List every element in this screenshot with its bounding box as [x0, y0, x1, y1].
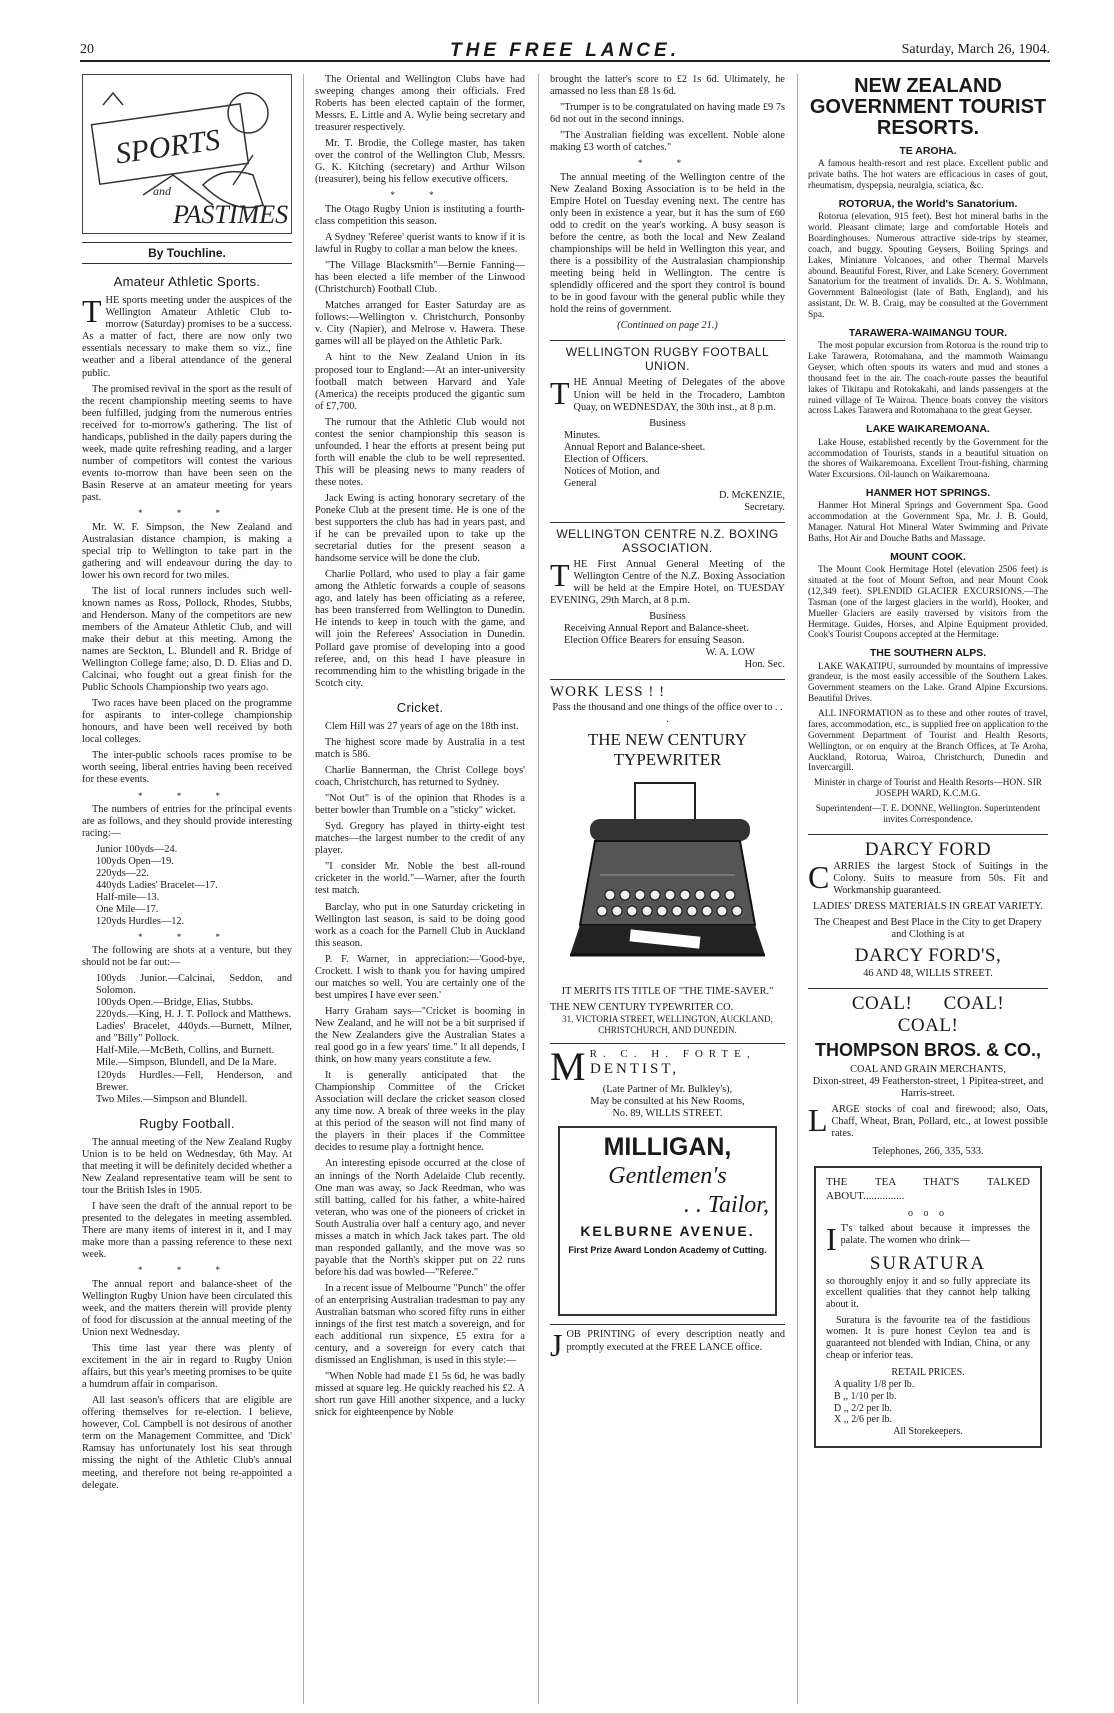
page-header [80, 40, 1050, 62]
resort-text: The most popular excursion from Rotorua is the round trip to Lake Tarawera, Rotomahana, and the mammoth Waimangu Geyser, which often spouts its waters and mud and stones a thousand feet in the air. The coach-route passes the beautiful lakes of Tikitapu and Rotokakahi, and lands passengers at the ruined village of Te Wairoa. Thence boats convey the visitors across Lakes Tarawera and Rotomahana to the great Geyser. [808, 341, 1048, 417]
paragraph: "The Village Blacksmith"—Bernie Fanning—has been elected a life member of the Linwood (Christchurch) Football Club. [315, 260, 525, 296]
byline: By Touchline. [82, 242, 292, 264]
resort-item [808, 423, 1048, 481]
list-item: 120yds Hurdles—12. [96, 916, 185, 928]
price-row: X ,, 2/6 per lb. [834, 1414, 893, 1426]
svg-text:and: and [153, 184, 171, 198]
tailor-name: MILLIGAN, [603, 1133, 732, 1162]
list-item: Election of Officers. [564, 453, 649, 465]
coal-ad [808, 988, 1048, 1159]
resort-text: Lake House, established recently by the Government for the accommodation of Tourists, stands in a beautiful situation on the shores of Waikaremoana. Excellent Trout-fishing, charming Water Excursions. Oil-launch on Waikaremoana. [808, 437, 1048, 481]
resort-item [808, 487, 1048, 545]
tourist-resorts-title: NEW ZEALAND GOVERNMENT TOURIST RESORTS. [809, 75, 1047, 139]
resort-name: TARAWERA-WAIMANGU TOUR. [848, 326, 1008, 339]
ornament: o o o [908, 1207, 948, 1219]
resort-name: THE SOUTHERN ALPS. [869, 647, 987, 660]
address-line: Dixon-street, 49 Featherston-street, 1 Pipitea-street, and Harris-street. [812, 1075, 1044, 1100]
typewriter-ad [550, 679, 785, 1035]
column-4 [808, 74, 1048, 1704]
ad-line: The Cheapest and Best Place in the City to get Drapery and Clothing is at [814, 917, 1042, 941]
notice-body: THE First Annual General Meeting of the Wellington Centre of the N.Z. Boxing Association will be held at the Empire Hotel, on TUESDAY EVENING, 29th March, at 8 p.m. [550, 557, 785, 607]
paragraph: "The Australian fielding was excellent. Noble alone making £3 worth of catches." [550, 130, 785, 154]
notice-title: WELLINGTON RUGBY FOOTBALL UNION. [565, 345, 770, 374]
darcy-ford-ad [808, 834, 1048, 980]
list-item: 220yds—22. [96, 868, 149, 880]
resort-item [808, 327, 1048, 417]
section-heading: Cricket. [396, 699, 444, 715]
drop-cap: J [550, 1327, 563, 1364]
paragraph: This time last year there was plenty of excitement in the air in regard to Rugby Union affairs, but this year's meeting promises to be quite a humdrum affair in comparison. [82, 1343, 292, 1391]
tailor-address: KELBURNE AVENUE. [580, 1222, 755, 1239]
company-address: 31, VICTORIA STREET, WELLINGTON, AUCKLAND, CHRISTCHURCH, AND DUNEDIN. [562, 1014, 773, 1035]
paragraph: The annual meeting of the Wellington centre of the New Zealand Boxing Association is to be held in the Empire Hotel on Tuesday evening next. The centre has only been in existence a year, but it has the sum of £60 odd to credit on the year's working. A busy season is before the centre, as both the local and New Zealand championships will be held in Wellington this year, and there is a possibility of the Australasian championship meeting being held in Wellington. The centre is splendidly officered and the sport they control is bound to be in good favour with the general public while they hold the reins of government. [550, 171, 785, 316]
paragraph: Syd. Gregory has played in thirty-eight test matches—the largest number to the credit of any player. [315, 821, 525, 857]
typewriter-illustration [550, 775, 785, 980]
paragraph: "I consider Mr. Noble the best all-round cricketer in the world."—Warner, after the fourth test match. [315, 861, 525, 897]
section-heading: Rugby Football. [139, 1115, 235, 1131]
ad-body: CARRIES the largest Stock of Suitings in the Colony. Suits to measure from 50s. Fit and Workmanship guaranteed. [808, 859, 1048, 897]
signer-role: Hon. Sec. [744, 659, 785, 671]
firm-name: THOMPSON BROS. & CO., [814, 1040, 1041, 1061]
page-number: 20 [80, 42, 94, 57]
ad-body: so thoroughly enjoy it and so fully appreciate its excellent qualities that they cannot help talking about it. [826, 1275, 1030, 1311]
product-name: THE NEW CENTURY TYPEWRITER [587, 730, 748, 769]
paragraph: A hint to the New Zealand Union in its proposed tour to England:—At an inter-university football match between Harvard and Yale (America) the receipts produced the gigantic sum of £7,700. [315, 352, 525, 412]
tailor-award: First Prize Award London Academy of Cutting. [568, 1244, 767, 1255]
ad-line: No. 89, WILLIS STREET. [612, 1108, 723, 1120]
ad-body: JOB PRINTING of every description neatly and promptly executed at the FREE LANCE office. [550, 1327, 785, 1364]
entries-list [82, 844, 292, 928]
continued-note: (Continued on page 21.) [617, 320, 718, 332]
drop-cap: C [808, 859, 830, 896]
info-paragraph: ALL INFORMATION as to these and other routes of travel, fares, accommodation, etc., is supplied free on application to the Government Department of Tourist and Health Resorts, Wellington, or on enquiry at the Branch Offices, at Te Aroha, Auckland, Rotorua, Wairoa, Christchurch, Dunedin and Invercargill. [808, 709, 1048, 774]
profession: DENTIST, [590, 1061, 680, 1078]
list-item: 120yds Hurdles.—Fell, Henderson, and Brewer. [96, 1069, 292, 1093]
list-item: One Mile—17. [96, 904, 159, 916]
list-item: 220yds.—King, H. J. T. Pollock and Matthews. [96, 1009, 292, 1021]
divider: * * * [138, 790, 236, 801]
list-item: Minutes. [564, 429, 601, 441]
resort-text: Hanmer Hot Mineral Springs and Government Spa. Good accommodation at the Government Spa, Mr. J. B. Gould, Manager. Natural Hot Mineral Water Swimming and Private Baths, Hot Air and Douche Baths and Massage. [808, 501, 1048, 545]
paragraph: The promised revival in the sport as the result of the recent championship meeting seems to have been fulfilled, judging from the numerous entries received for to-morrow's gathering. The list of handicaps, published in the daily papers during the week, made quite refreshing reading, and a larger number of competitors will contest the various events to-morrow than have been seen on the Basin Reserve at an amateur meeting for years past. [82, 383, 292, 503]
ad-line: May be consulted at his New Rooms, [590, 1096, 745, 1108]
retail-heading: RETAIL PRICES. [891, 1367, 965, 1379]
list-item: Ladies' Bracelet, 440yds.—Burnett, Milner, and "Billy" Pollock. [96, 1021, 292, 1045]
paragraph: The rumour that the Athletic Club would not contest the senior championship this season is unfounded. I hear the efforts at present being put forth will enable the club to be well represented. This will be pleasing news to many readers of these notes. [315, 416, 525, 488]
paragraph: "When Noble had made £1 5s 6d, he was badly missed at square leg. He quickly reached his £2. A short run gave Hill another sixpence, and a lucky snick for eighteenpence by Noble [315, 1371, 525, 1419]
list-item: 100yds Junior.—Calcinai, Seddon, and Solomon. [96, 973, 292, 997]
tea-title: THE TEA THAT'S TALKED ABOUT............... [826, 1176, 1030, 1203]
paragraph: I have seen the draft of the annual report to be presented to the delegates in meeting assembled. There are many items of interest in it, and I may make more than a passing reference to these next week. [82, 1201, 292, 1261]
ad-tagline: IT MERITS ITS TITLE OF "THE TIME-SAVER." [561, 986, 774, 998]
typewriter-icon [550, 775, 785, 980]
paragraph: An interesting episode occurred at the close of an innings of the North Adelaide Club recently. One man was away, so Jack Reedman, who was still batting, called for his father, a white-haired veteran, who was one of the pioneers of cricket in South Australia over half a century ago, and never misses a match in which Jack takes part. The old man responded gallantly, and the move was so payable that the North's skipper put on 22 runs before his dad was bowled—"Referee." [315, 1158, 525, 1278]
paragraph: Harry Graham says—"Cricket is booming in New Zealand, and he will not be a bit surprised if the New Zealanders give the Australian States a real good go in a few years' time." It all depends, I think, on how many years constitute a few. [315, 1005, 525, 1066]
ad-body: I T's talked about because it impresses the palate. The women who drink— [826, 1221, 1030, 1258]
notice-body: THE Annual Meeting of Delegates of the above Union will be held in the Trocadero, Lambton Quay, on WEDNESDAY, the 30th inst., at 8 p.m. [550, 375, 785, 413]
list-item: Half-mile—13. [96, 892, 160, 904]
list-item: Notices of Motion, and [564, 465, 660, 477]
paragraph: Two races have been placed on the programme for aspirants to inter-college championship honours, and have been well received by both local colleges. [82, 698, 292, 746]
business-label: Business [649, 417, 686, 429]
paragraph: A Sydney 'Referee' querist wants to know if it is lawful in Rugby to collar a man below the knees. [315, 232, 525, 256]
resort-text: Rotorua (elevation, 915 feet). Best hot mineral baths in the world. Pleasant climate; large and comfortable Hotels and Boardinghouses. Numerous attractive side-trips by steamer, coach, and buggy. Spouting Geysers, Boiling Springs and Lakes, Miniature Volcanoes, and other Thermal Marvels abound. Beautiful Forest, River, and Lake Scenery. Government Sanatorium for the treatment of invalids. Dr. A. S. Wohlmann, Government Balneologist (late of Bath, England), and his assistant, Dr. W. B. Craig, may be consulted at the Government Spa. [808, 212, 1048, 321]
list-item: 440yds Ladies' Bracelet—17. [96, 880, 218, 892]
column-2 [315, 74, 525, 1704]
divider: * * * [138, 931, 236, 942]
resort-name: MOUNT COOK. [890, 550, 966, 563]
paragraph: The inter-public schools races promise to be worth seeing, liberal entries having been received for these events. [82, 750, 292, 786]
resort-list [808, 145, 1048, 705]
tailor-line: . . Tailor, [683, 1191, 769, 1218]
paragraph: The Oriental and Wellington Clubs have had sweeping changes among their officials. Fred Roberts has been elected captain of the former, Messrs. E. Little and A. Wylie being secretary and treasurer respectively. [315, 74, 525, 134]
minister-line: Minister in charge of Tourist and Health Resorts—HON. SIR JOSEPH WARD, K.C.M.G. [813, 778, 1043, 800]
drop-cap: T [550, 375, 570, 412]
price-row: B ,, 1/10 per lb. [834, 1390, 897, 1402]
resort-text: A famous health-resort and rest place. Excellent public and private baths. The hot waters are efficacious in cases of gout, rheumatism, dyspepsia, neuralgia, sciatica, &c. [808, 159, 1048, 192]
paragraph: All last season's officers that are eligible are offering themselves for re-election. I believe, however, Col. Campbell is not desirous of another term on the Management Committee, and 'Dick' Ramsay has unfortunately lost his seat through missing the night of the Athletic Club's annual meeting, and therefore not being re-appointed a delegate. [82, 1395, 292, 1491]
paragraph: "Not Out" is of the opinion that Rhodes is a better bowler than Trumble on a "sticky" wicket. [315, 793, 525, 817]
drop-cap: L [808, 1102, 828, 1139]
resort-name: ROTORUA, the World's Sanatorium. [838, 197, 1018, 210]
column-3 [550, 74, 785, 1704]
paragraph: The highest score made by Australia in a test match is 586. [315, 736, 525, 761]
section-heading: Amateur Athletic Sports. [113, 274, 261, 290]
paragraph: Mr. T. Brodie, the College master, has taken over the control of the Wellington Club, Messrs. G. K. Kitching (secretary) and Arthur Wilson (treasurer), being his fellow executive officers. [315, 138, 525, 186]
list-item: Receiving Annual Report and Balance-sheet. [564, 623, 749, 635]
divider: * * [637, 158, 698, 169]
column-rule [303, 74, 304, 1704]
job-printing-ad [550, 1324, 785, 1364]
ad-line: Pass the thousand and one things of the office over to . . . [552, 702, 783, 726]
tailor-ad [558, 1126, 777, 1316]
drop-cap: M [550, 1044, 586, 1090]
resort-item [808, 145, 1048, 192]
paragraph: Charlie Pollard, who used to play a fair game among the Athletic forwards a couple of seasons ago, and lately has been officiating as a referee, has been transferred from Wellington to Dunedin. He intends to keep in touch with the game, and will join the Referees' Association in Dunedin. Pollard gave promise of developing into a good referee, and, on this head I have pleasure in recommending him to the whistling brigade in the Scotch city. [315, 569, 525, 689]
tailor-line: Gentlemen's [608, 1162, 727, 1189]
list-item: Mile.—Simpson, Blundell, and De la Mare. [96, 1057, 277, 1069]
signer: D. McKENZIE, [718, 489, 785, 501]
drop-cap: I [826, 1221, 837, 1258]
rugby-union-notice [550, 340, 785, 514]
paragraph: The numbers of entries for the principal events are as follows, and they should provide interesting racing:— [82, 804, 292, 840]
list-item: Two Miles.—Simpson and Blundell. [96, 1093, 248, 1105]
business-list [550, 430, 785, 490]
list-item: 100yds Open—19. [96, 856, 174, 868]
issue-date: Saturday, March 26, 1904. [901, 42, 1050, 57]
paragraph: "Trumper is to be congratulated on having made £9 7s 6d not out in the second innings. [550, 102, 785, 126]
paragraph: THE sports meeting under the auspices of the Wellington Amateur Athletic Club to-morrow (Saturday) promises to be a success. As a matter of fact, there are now only two essentials necessary to make them so viz., fine weather and a liberal attendance of the general public. [82, 293, 292, 379]
resort-text: LAKE WAKATIPU, surrounded by mountains of impressive grandeur, is the most easily accessible of the Southern Lakes. Government steamers on the Lake. Grand Alpine Excursions. Beautiful Drives. [808, 661, 1048, 705]
sports-pastimes-icon [83, 75, 291, 233]
paragraph: Matches arranged for Easter Saturday are as follows:—Wellington v. Christchurch, Ponsonby v. City (Napier), and Melrose v. Hawera. These games will all be played on the Athletic Park. [315, 300, 525, 348]
divider: * * [390, 190, 450, 201]
brand-name: SURATURA [869, 1253, 987, 1275]
list-item: General [564, 477, 597, 489]
svg-text:PASTIMES: PASTIMES [173, 200, 289, 229]
notice-title: WELLINGTON CENTRE N.Z. BOXING ASSOCIATION. [556, 526, 779, 556]
paragraph: Barclay, who put in one Saturday cricketing in Wellington last season, is said to be doing good work as a coach for the Parnell Club in Auckland this season. [315, 901, 525, 949]
drop-cap: T [82, 293, 102, 330]
list-item: Annual Report and Balance-sheet. [564, 441, 706, 453]
dentist-ad [550, 1043, 785, 1120]
sports-logo-illustration [82, 74, 292, 234]
suratura-tea-ad [814, 1166, 1042, 1447]
paragraph: Clem Hill was 27 years of age on the 18th inst. [325, 720, 519, 732]
paragraph: The list of local runners includes such well-known names as Ross, Pollock, Rhodes, Stubbs, and Henderson. Many of the competitors are new members of the Amateur Athletic Club, and will make their debut at this meeting. Among the names are Seckton, L. Blundell and R. Bridge of Wellington College fame; also, D. D. Elias and D. Calcinai, who fought out a great finish for the Public Schools Championship two years ago. [82, 585, 292, 694]
price-list [826, 1379, 1030, 1426]
masthead-title: THE FREE LANCE. [450, 40, 680, 61]
paragraph: The following are shots at a venture, but they should not be far out:— [82, 945, 292, 969]
resort-name: LAKE WAIKAREMOANA. [866, 423, 990, 436]
svg-text:SPORTS: SPORTS [113, 123, 223, 171]
company-name: THE NEW CENTURY TYPEWRITER CO. [550, 1002, 734, 1014]
column-1 [82, 74, 292, 1704]
list-item: 100yds Open.—Bridge, Elias, Stubbs. [96, 997, 254, 1009]
trade-line: COAL AND GRAIN MERCHANTS, [850, 1063, 1006, 1075]
paragraph: The Otago Rugby Union is instituting a fourth-class competition this season. [315, 203, 525, 227]
divider: * * * [138, 1265, 236, 1276]
price-row: A quality 1/8 per lb. [834, 1379, 915, 1391]
ad-line: LADIES' DRESS MATERIALS IN GREAT VARIETY. [813, 901, 1043, 913]
paragraph: P. F. Warner, in appreciation:—'Good-bye, Crockett. I wish to thank you for having umpired our matches so well. You are certainly one of the best umpires I have ever seen.' [315, 953, 525, 1001]
paragraph: brought the latter's score to £2 1s 6d. Ultimately, he amassed no less than £8 1s 6d. [550, 74, 785, 98]
ad-title: DARCY FORD [864, 838, 992, 860]
superintendent-line: Superintendent—T. E. DONNE, Wellington. Superintendent invites Correspondence. [815, 804, 1041, 825]
sellers-line: All Storekeepers. [893, 1425, 963, 1437]
paragraph: The annual meeting of the New Zealand Rugby Union is to be held on Wednesday, 6th May. At that meeting it will be definitely decided whether a New Zealand representative team will be sent to tour the British Isles in 1905. [82, 1136, 292, 1197]
business-list [550, 623, 785, 647]
ad-address: 46 AND 48, WILLIS STREET. [863, 967, 993, 979]
resort-item [808, 551, 1048, 641]
boxing-notice [550, 522, 785, 671]
paragraph: The annual report and balance-sheet of the Wellington Rugby Union have been circulated this week, and the matters therein will provide plenty of food for discussion at the annual meeting of the Union next Wednesday. [82, 1278, 292, 1339]
paragraph: In a recent issue of Melbourne "Punch" the offer of an enterprising Australian tradesman to pay any Australian batsman who scored fifty runs in either innings of the first test match a sovereign, and for each additional run sixpence, £5 extra for a century, and a sovereign for every catch that dismissed an Englishman, is used in this style:— [315, 1282, 525, 1367]
list-item: Junior 100yds—24. [96, 844, 178, 856]
ad-body: LARGE stocks of coal and firewood; also, Oats, Chaff, Wheat, Bran, Pollard, etc., at lowest possible rates. [808, 1102, 1048, 1140]
paragraph: Charlie Bannerman, the Christ College boys' coach, Christchurch, has returned to Sydney. [315, 765, 525, 789]
ad-body: Suratura is the favourite tea of the fastidious women. It is pure honest Ceylon tea and is guaranteed not blended with Indian, China, or any cheap or inferior teas. [826, 1314, 1030, 1361]
ad-headline: WORK LESS ! ! [550, 684, 666, 701]
resort-text: The Mount Cook Hermitage Hotel (elevation 2506 feet) is situated at the foot of Mount Sefton, and near Mount Cook (12,349 feet). SPLENDID GLACIER EXCURSIONS.—The Tasman (one of the largest glaciers in the world), Hooker, and Mueller Glaciers are easily traversed by visitors from the Hermitage. Guides, Horses, and Alpine Equipment provided. Cook's Tourist Coupons accepted at the Hermitage. [808, 565, 1048, 641]
ad-title: COAL! COAL! COAL! [851, 992, 1005, 1036]
divider: * * * [138, 508, 236, 519]
resort-item [808, 198, 1048, 321]
paragraph: It is generally anticipated that the Championship Committee of the Cricket Association will declare the cricket season closed any time now. A break of three weeks in the play at this period of the season will not find many of the players in their places if the Committee decides to resume play a fortnight hence. [315, 1070, 525, 1154]
list-item: Half-Mile.—McBeth, Collins, and Burnett. [96, 1045, 275, 1057]
signer: W. A. LOW [705, 647, 755, 659]
phone-line: Telephones, 266, 335, 533. [872, 1146, 984, 1158]
resort-name: TE AROHA. [899, 145, 957, 157]
business-label: Business [649, 611, 686, 623]
paragraph: Mr. W. F. Simpson, the New Zealand and Australasian distance champion, is making a special trip to Wellington to take part in the gathering and will endeavour during the day to lower his own record for two miles. [82, 521, 292, 581]
ad-title: DARCY FORD'S, [854, 945, 1002, 967]
ad-line: (Late Partner of Mr. Bulkley's), [602, 1084, 733, 1096]
signer-role: Secretary. [744, 501, 785, 513]
dentist-line: M R. C. H. FORTE, [550, 1044, 756, 1090]
price-row: D ,, 2/2 per lb. [834, 1402, 893, 1414]
column-rule [538, 74, 539, 1704]
list-item: Election Office Bearers for ensuing Season. [564, 635, 745, 647]
resort-item [808, 647, 1048, 705]
paragraph: Jack Ewing is acting honorary secretary of the Poneke Club at the present time. He is one of the best supporters the club has had in years past, and if he can be prevailed upon to take up the secretarial duties for the present season a handsome service will be done the club. [315, 492, 525, 565]
column-rule [797, 74, 798, 1704]
resort-name: HANMER HOT SPRINGS. [865, 487, 991, 500]
shots-list [82, 973, 292, 1106]
drop-cap: T [550, 557, 570, 594]
